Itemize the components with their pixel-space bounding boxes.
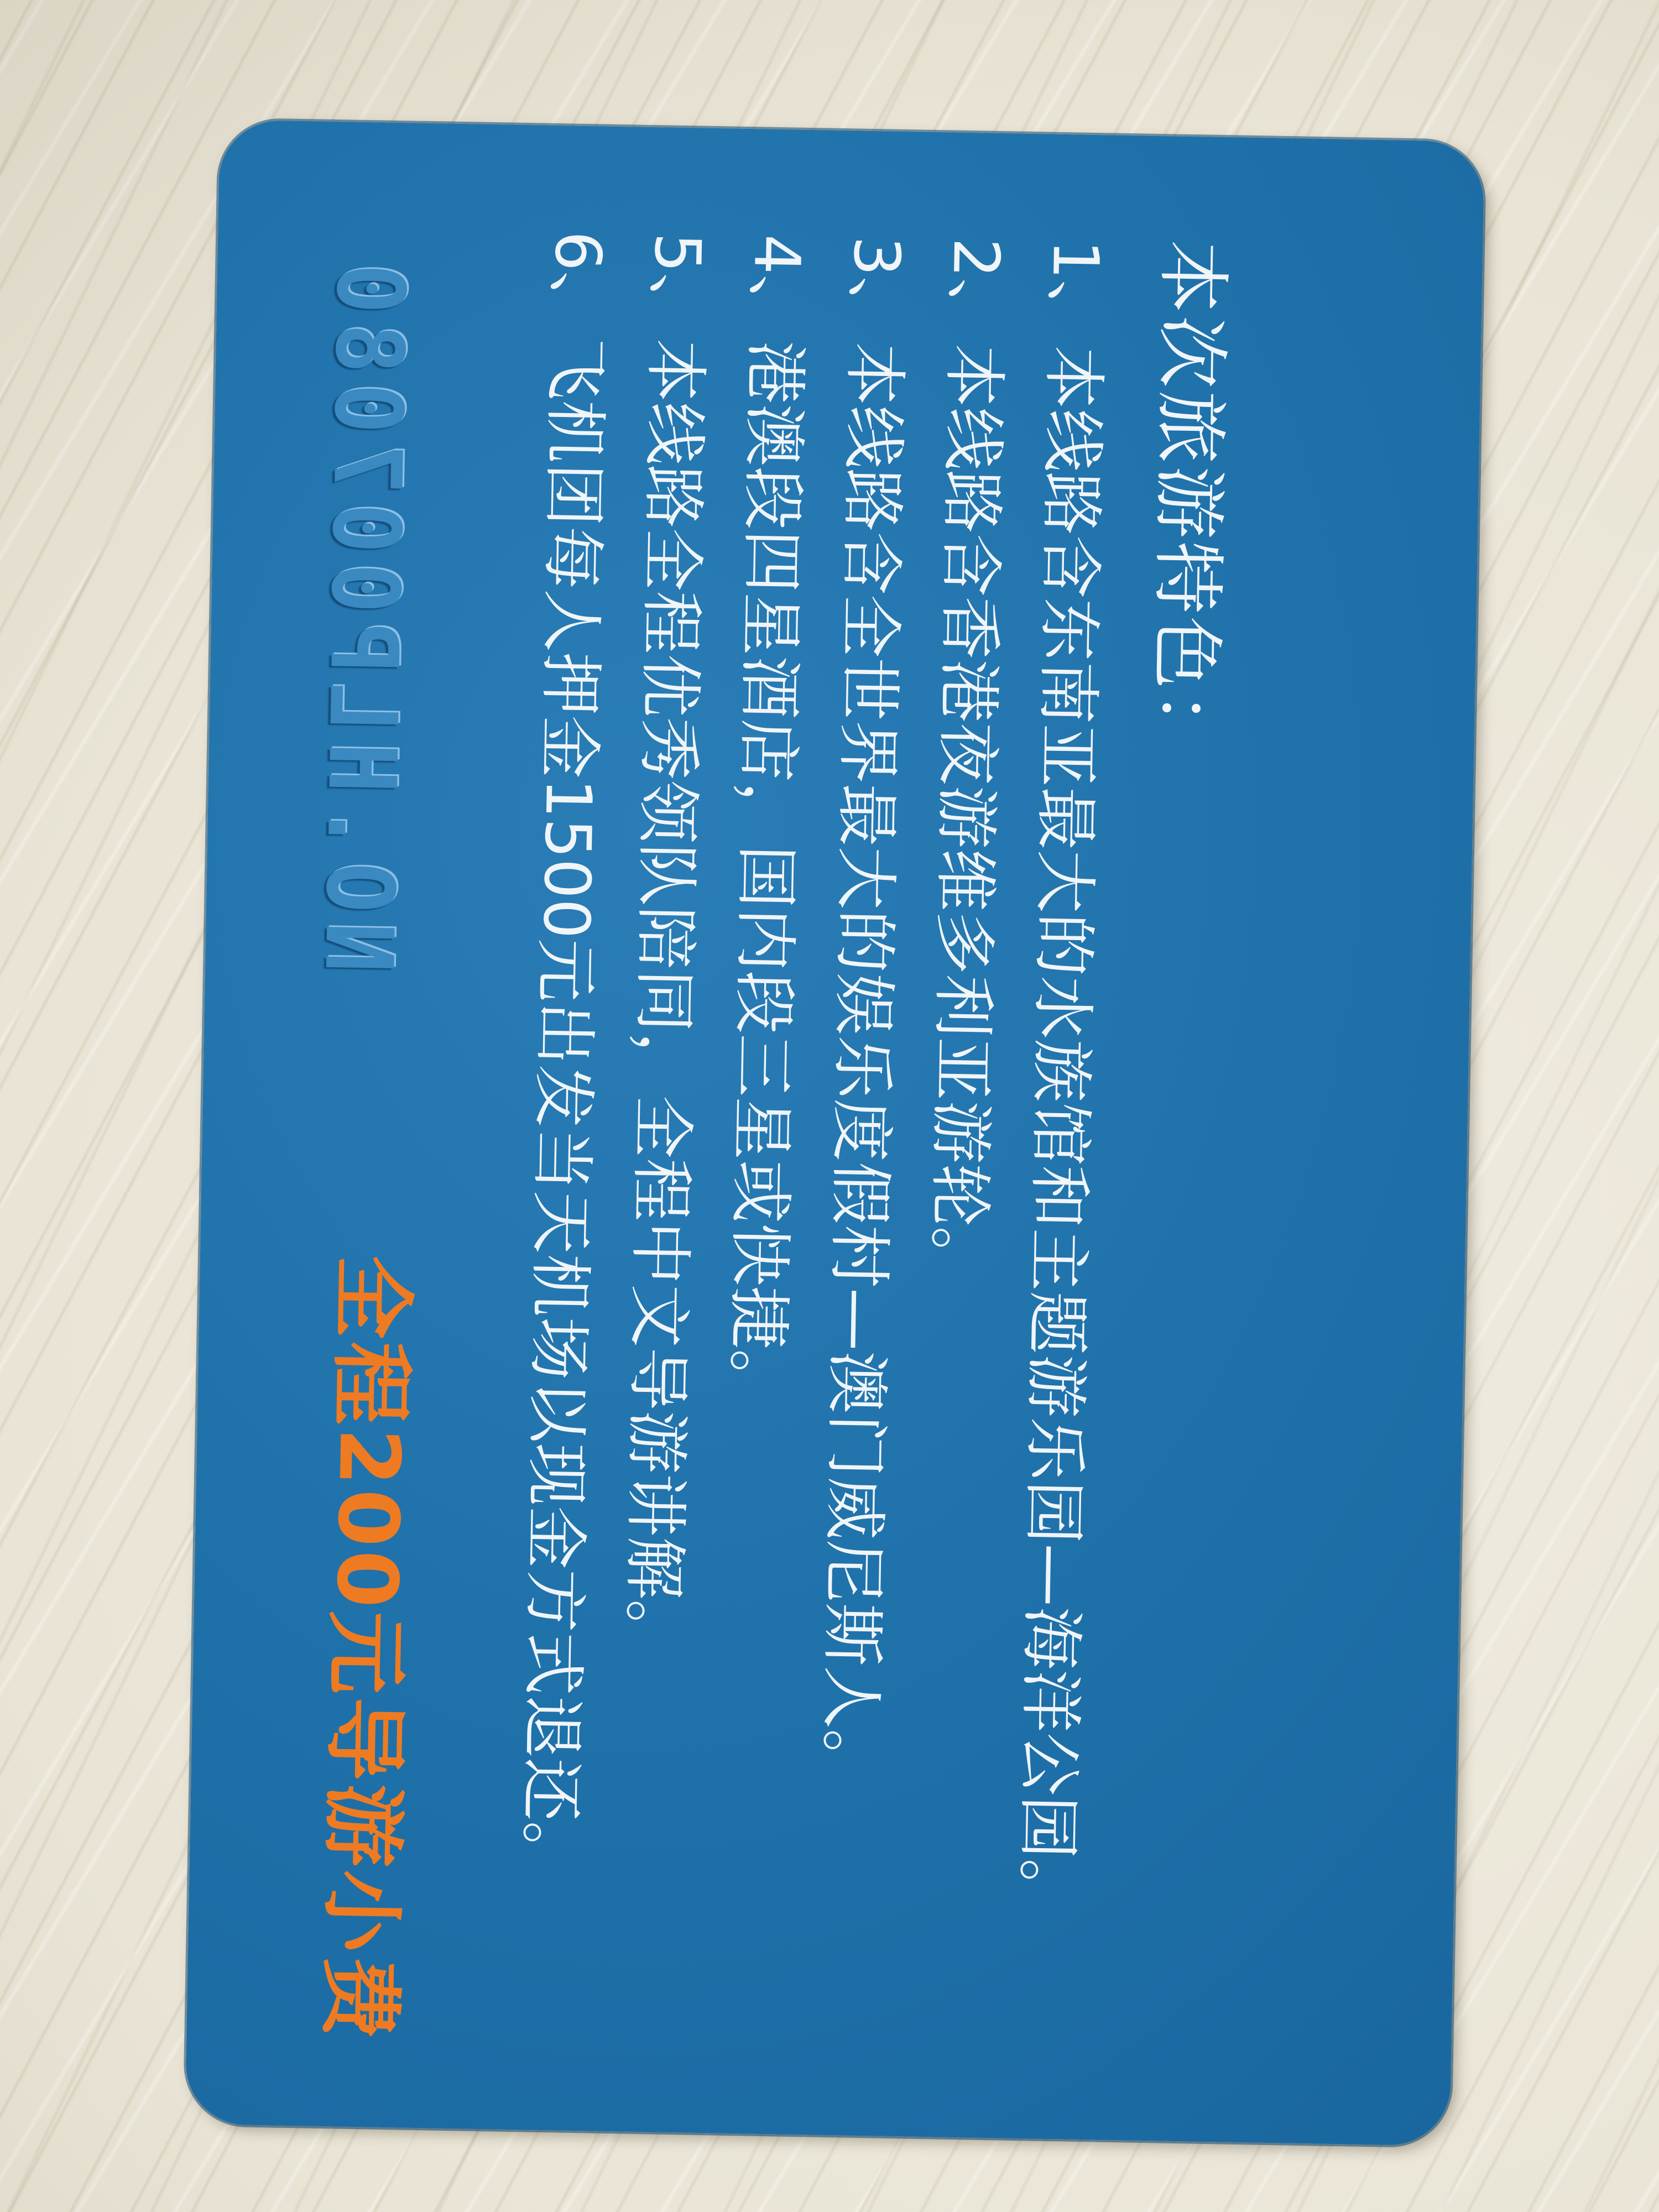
feature-text: 港澳段四星酒店，国内段三星或快捷。 — [720, 340, 812, 1413]
tour-info-card — [185, 119, 1485, 2146]
feature-number: 6、 — [540, 230, 615, 335]
feature-number: 1、 — [1037, 239, 1113, 344]
feature-text: 本线路含香港夜游维多利亚游轮。 — [921, 343, 1011, 1291]
feature-number: 2、 — [938, 237, 1014, 342]
card-title: 本次旅游特色： — [1141, 239, 1236, 768]
guide-tip-note: 全程200元导游小费 — [310, 1254, 420, 2043]
embossed-serial-number — [304, 253, 425, 974]
feature-text: 本线路含东南亚最大的水族馆和主题游乐园—海洋公园。 — [1010, 345, 1111, 1923]
feature-text: 本线路含全世界最大的娱乐度假村—澳门威尼斯人。 — [813, 341, 912, 1793]
serial-number-text: NO.HLP007080 — [304, 253, 425, 974]
feature-number: 3、 — [838, 235, 914, 340]
feature-list — [499, 230, 1125, 1922]
feature-number: 5、 — [639, 232, 715, 337]
feature-text: 飞机团每人押金1500元出发当天机场以现金方式退还。 — [513, 336, 614, 1885]
feature-number: 4、 — [739, 233, 815, 338]
feature-text: 本线路全程优秀领队陪同，全程中文导游讲解。 — [616, 338, 713, 1663]
